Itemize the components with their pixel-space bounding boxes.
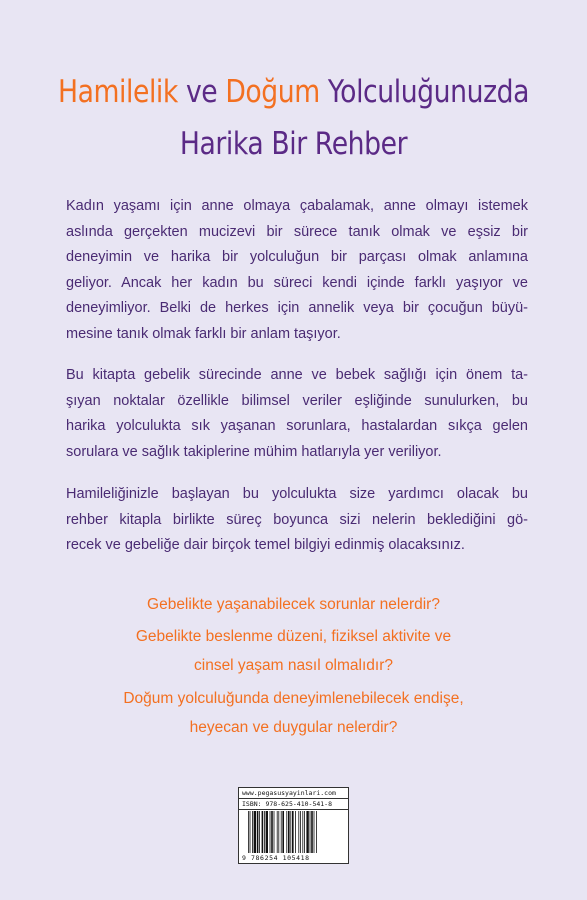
- question-line: cinsel yaşam nasıl olmalıdır?: [194, 657, 393, 674]
- title-line-1: [41, 74, 546, 110]
- isbn-label: ISBN: 978-625-410-541-8: [239, 799, 348, 810]
- title-word-hamilelik: Hamilelik: [57, 74, 178, 110]
- paragraph-line: rehber kitapla birlikte süreç boyunca sizi nelerin beklediğini gö-: [66, 511, 528, 528]
- title-word-dogum: Doğum: [225, 74, 320, 110]
- question-line: Doğum yolculuğunda deneyimlenebilecek endişe,: [123, 690, 464, 707]
- question-2: [0, 622, 587, 680]
- question-1: [0, 590, 587, 619]
- title-word-yolculugunuzda: Yolculuğunuzda: [327, 74, 530, 110]
- question-line: Gebelikte yaşanabilecek sorunlar nelerdir?: [147, 596, 440, 613]
- paragraph-1: [66, 194, 528, 347]
- paragraph-2: [66, 363, 528, 465]
- barcode-digits: 9 786254 105418: [242, 854, 310, 862]
- paragraph-line: Hamileliğinizle başlayan bu yolculukta size yardımcı olacak bu: [66, 486, 528, 502]
- publisher-url: www.pegasusyayinlari.com: [239, 788, 348, 799]
- paragraph-line: recek ve gebeliğe dair birçok temel bilgiyi edinmiş olacaksınız.: [66, 537, 465, 553]
- paragraph-line: mesine tanık olmak farklı bir anlam taşıyor.: [66, 325, 341, 342]
- paragraph-line: Kadın yaşamı için anne olmaya çabalamak, anne olmayı istemek: [66, 198, 528, 214]
- question-line: heyecan ve duygular nelerdir?: [189, 719, 398, 736]
- paragraph-3: [66, 482, 528, 559]
- paragraph-line: şıyan noktalar özellikle bilimsel veriler eşliğinde sunulurken, bu: [66, 392, 528, 409]
- title-word-ve: ve: [185, 74, 218, 110]
- paragraph-line: deneyimin ve harika bir yolculuğun bir parçası olmak anlamına: [66, 249, 528, 265]
- question-line: Gebelikte beslenme düzeni, fiziksel aktivite ve: [135, 628, 452, 645]
- barcode-box: [238, 787, 349, 864]
- question-3: [0, 684, 587, 742]
- barcode-icon: [248, 811, 343, 853]
- paragraph-line: Bu kitapta gebelik sürecinde anne ve bebek sağlığı için önem ta-: [66, 367, 528, 383]
- paragraph-line: deneyimliyor. Belki de herkes için annelik veya bir çocuğun büyü-: [66, 300, 528, 316]
- paragraph-line: geliyor. Ancak her kadın bu süreci kendi içinde farklı yaşıyor ve: [66, 274, 528, 291]
- paragraph-line: sorulara ve sağlık takiplerine mühim hatlarıyla yer veriliyor.: [66, 443, 442, 460]
- paragraph-line: aslında gerçekten mucizevi bir sürece tanık olmak ve eşsiz bir: [66, 223, 528, 240]
- paragraph-line: harika yolculukta sık yaşanan sorunlara, hastalardan sıkça gelen: [66, 418, 528, 434]
- title-line-2: Harika Bir Rehber: [179, 126, 408, 162]
